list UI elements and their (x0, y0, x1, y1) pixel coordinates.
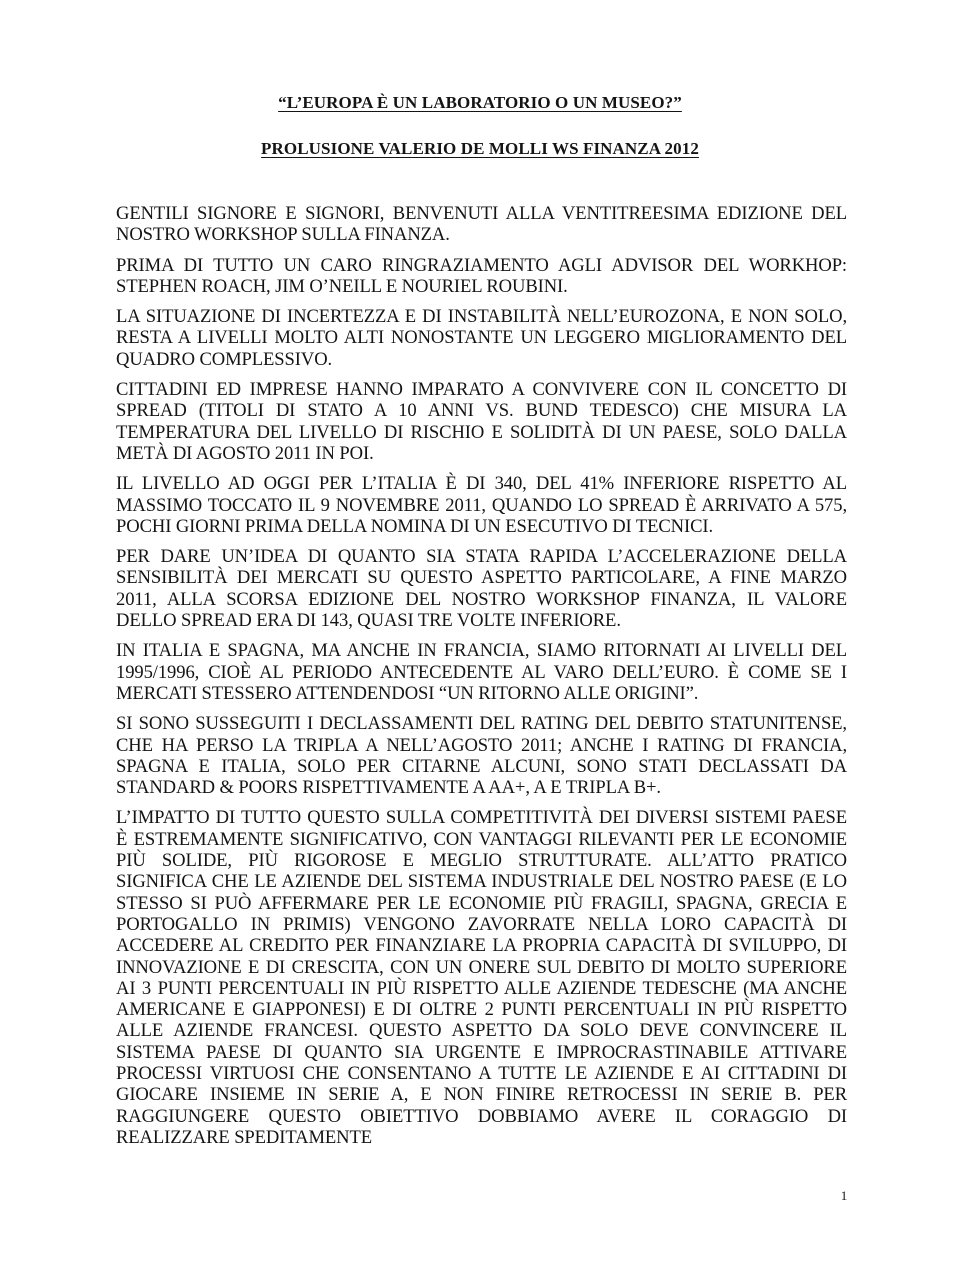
paragraph-1: GENTILI SIGNORE E SIGNORI, BENVENUTI ALLA VENTITREESIMA EDIZIONE DEL NOSTRO WORKSHOP SULLA FINANZA. (116, 203, 847, 246)
paragraph-4: CITTADINI ED IMPRESE HANNO IMPARATO A CONVIVERE CON IL CONCETTO DI SPREAD (TITOLI DI STATO A 10 ANNI VS. BUND TEDESCO) CHE MISURA LA TEMPERATURA DEL LIVELLO DI RISCHIO E SOLIDITÀ DI UN PAESE, SOLO DALLA METÀ DI AGOSTO 2011 IN POI. (116, 379, 847, 464)
paragraph-7: IN ITALIA E SPAGNA, MA ANCHE IN FRANCIA, SIAMO RITORNATI AI LIVELLI DEL 1995/1996, CIOÈ AL PERIODO ANTECEDENTE AL VARO DELL’EURO. È COME SE I MERCATI STESSERO ATTENDENDOSI “UN RITORNO ALLE ORIGINI”. (116, 640, 847, 704)
page-number: 1 (840, 1188, 848, 1203)
paragraph-8: SI SONO SUSSEGUITI I DECLASSAMENTI DEL RATING DEL DEBITO STATUNITENSE, CHE HA PERSO LA TRIPLA A NELL’AGOSTO 2011; ANCHE I RATING DI FRANCIA, SPAGNA E ITALIA, SOLO PER CITARNE ALCUNI, SONO STATI DECLASSATI DA STANDARD & POORS RISPETTIVAMENTE A AA+, A E TRIPLA B+. (116, 713, 847, 799)
page-title: “L’EUROPA È UN LABORATORIO O UN MUSEO?” (278, 93, 682, 112)
paragraph-2: PRIMA DI TUTTO UN CARO RINGRAZIAMENTO AGLI ADVISOR DEL WORKHOP: STEPHEN ROACH, JIM O’NEILL E NOURIEL ROUBINI. (116, 254, 847, 297)
document-body (116, 203, 847, 1157)
paragraph-9: L’IMPATTO DI TUTTO QUESTO SULLA COMPETITIVITÀ DEI DIVERSI SISTEMI PAESE È ESTREMAMENTE SIGNIFICATIVO, CON VANTAGGI RILEVANTI PER LE ECONOMIE PIÙ SOLIDE, PIÙ RIGOROSE E MEGLIO STRUTTURATE. ALL’ATTO PRATICO SIGNIFICA CHE LE AZIENDE DEL SISTEMA INDUSTRIALE DEL NOSTRO PAESE (E LO STESSO SI PUÒ AFFERMARE PER LE ECONOMIE PIÙ FRAGILI, SPAGNA, GRECIA E PORTOGALLO IN PRIMIS) VENGONO ZAVORRATE NELLA LORO CAPACITÀ DI ACCEDERE AL CREDITO PER FINANZIARE LA PROPRIA CAPACITÀ DI SVILUPPO, DI INNOVAZIONE E DI CRESCITA, CON UN ONERE SUL DEBITO DI MOLTO SUPERIORE AI 3 PUNTI PERCENTUALI IN PIÙ RISPETTO ALLE AZIENDE TEDESCHE (MA ANCHE AMERICANE E GIAPPONESI) E DI OLTRE 2 PUNTI PERCENTUALI IN PIÙ RISPETTO ALLE AZIENDE FRANCESI. QUESTO ASPETTO DA SOLO DEVE CONVINCERE IL SISTEMA PAESE DI QUANTO SIA URGENTE E IMPROCRASTINABILE ATTIVARE PROCESSI VIRTUOSI CHE CONSENTANO A TUTTE LE AZIENDE E AI CITTADINI DI GIOCARE INSIEME IN SERIE A, E NON FINIRE RETROCESSI IN SERIE B. PER RAGGIUNGERE QUESTO OBIETTIVO DOBBIAMO AVERE IL CORAGGIO DI REALIZZARE SPEDITAMENTE (116, 807, 847, 1148)
page-subtitle: PROLUSIONE VALERIO DE MOLLI WS FINANZA 2012 (261, 139, 699, 158)
paragraph-6: PER DARE UN’IDEA DI QUANTO SIA STATA RAPIDA L’ACCELERAZIONE DELLA SENSIBILITÀ DEI MERCATI SU QUESTO ASPETTO PARTICOLARE, A FINE MARZO 2011, ALLA SCORSA EDIZIONE DEL NOSTRO WORKSHOP FINANZA, IL VALORE DELLO SPREAD ERA DI 143, QUASI TRE VOLTE INFERIORE. (116, 546, 847, 632)
paragraph-3: LA SITUAZIONE DI INCERTEZZA E DI INSTABILITÀ NELL’EUROZONA, E NON SOLO, RESTA A LIVELLI MOLTO ALTI NONOSTANTE UN LEGGERO MIGLIORAMENTO DEL QUADRO COMPLESSIVO. (116, 306, 847, 370)
paragraph-5: IL LIVELLO AD OGGI PER L’ITALIA È DI 340, DEL 41% INFERIORE RISPETTO AL MASSIMO TOCCATO IL 9 NOVEMBRE 2011, QUANDO LO SPREAD È ARRIVATO A 575, POCHI GIORNI PRIMA DELLA NOMINA DI UN ESECUTIVO DI TECNICI. (116, 473, 847, 537)
